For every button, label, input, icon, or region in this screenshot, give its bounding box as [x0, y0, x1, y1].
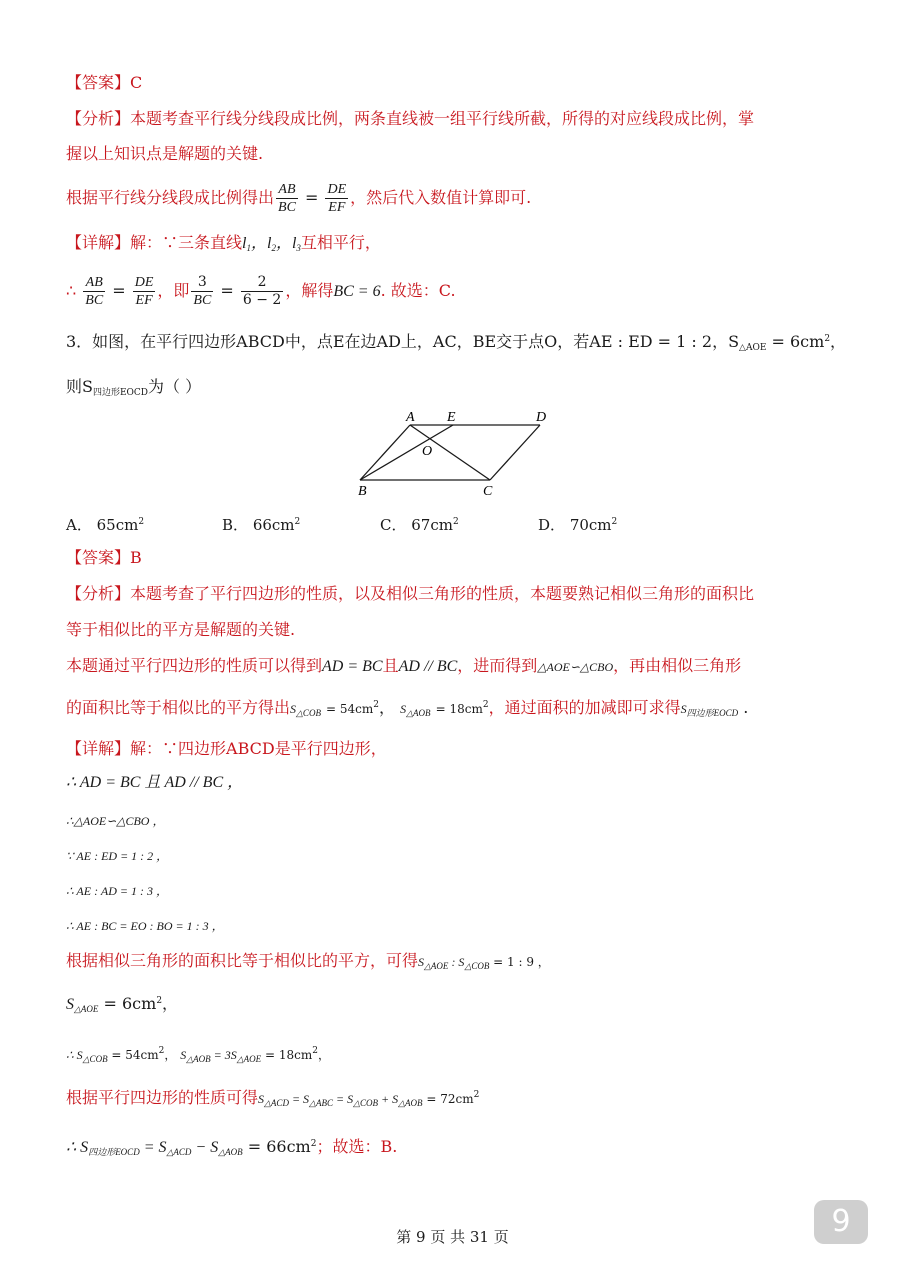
- detail-tag: 【详解】: [66, 233, 131, 252]
- answer-value: C: [130, 73, 143, 92]
- step8-a: ∴ S: [66, 1048, 83, 1062]
- detail-mid: ，即: [157, 281, 190, 300]
- detail-post2: ，解得: [285, 281, 334, 300]
- step9-pre: 根据平行四边形的性质可得: [66, 1088, 259, 1107]
- method-g: ，再由相似三角形: [613, 656, 742, 675]
- q3-step5: ∴ AE : BC = EO : BO = 1 : 3 ，: [66, 919, 224, 933]
- option-value: 65cm: [96, 516, 139, 534]
- stem2-post: 为（ ）: [148, 377, 202, 396]
- stem2-pre: 则S: [66, 377, 93, 396]
- q2-detail-line2: ∴ $\frac{AB}{BC}$ = $\frac{DE}{EF}$ ，即 $\frac{3}{BC}$ = $\frac{2}{6 - 2}$ ，解得BC = 6. 故选：C.: [66, 274, 456, 308]
- segment-be: [360, 425, 453, 480]
- option-letter: B．: [222, 516, 249, 534]
- fraction-de-ef-2: $\frac{DE}{EF}$: [134, 275, 154, 308]
- q3-method-line1: [66, 655, 741, 678]
- answer-tag: 【答案】: [66, 73, 131, 92]
- method-pre: 根据平行线分线段成比例得出: [66, 188, 275, 207]
- page-number-badge: 9: [814, 1200, 868, 1244]
- option-c[interactable]: C． $67cm^2$: [380, 516, 459, 534]
- detail-text: 解：∵四边形ABCD是平行四边形，: [130, 739, 387, 758]
- fraction-3-bc: $\frac{3}{BC}$: [193, 274, 212, 308]
- label-d: D: [536, 410, 547, 425]
- parallelogram-figure: [340, 405, 570, 505]
- option-letter: A．: [66, 516, 92, 534]
- step8-d: = 3S: [210, 1048, 237, 1062]
- method2-c: = 18cm: [435, 702, 483, 716]
- step9-math: = 72cm: [422, 1092, 474, 1106]
- step8-e: = 18cm: [261, 1048, 313, 1062]
- q3-stem-line1: 3．如图，在平行四边形ABCD中，点E在边AD上，AC，BE交于点O，若AE : ED = 1 : 2，$S_{\triangle AOE} = 6cm^2$，: [66, 332, 847, 353]
- step10-math: = 66cm: [242, 1137, 311, 1156]
- stem-tail: = 6cm: [766, 332, 825, 351]
- stem-sub: △AOE: [739, 343, 767, 353]
- analysis-tag: 【分析】: [66, 109, 131, 128]
- method-post: ，然后代入数值计算即可.: [350, 188, 532, 207]
- option-value: 66cm: [252, 516, 295, 534]
- segment-ab: [360, 425, 410, 480]
- method2-d: ，通过面积的加减即可求得: [488, 698, 681, 717]
- q3-step4: ∴ AE : AD = 1 : 3 ，: [66, 884, 168, 898]
- option-letter: D．: [538, 516, 566, 534]
- q3-detail-line1: [66, 738, 387, 760]
- method2-b: = 54cm: [326, 702, 374, 716]
- label-o: O: [422, 444, 433, 459]
- q3-step2: ∴△AOE∽△CBO ，: [66, 814, 165, 828]
- analysis-text: 本题考查了平行四边形的性质，以及相似三角形的性质，本题要熟记相似三角形的面积比: [130, 584, 755, 603]
- option-a[interactable]: A． $65cm^2$: [66, 516, 145, 534]
- q3-analysis-line1: [66, 583, 754, 605]
- stem-text: 3．如图，在平行四边形ABCD中，点E在边AD上，AC，BE交于点O，若AE : ED = 1 : 2，S: [66, 332, 740, 351]
- step6-pre: 根据相似三角形的面积比等于相似比的平方，可得: [66, 951, 419, 970]
- option-letter: C．: [380, 516, 407, 534]
- label-b: B: [358, 484, 367, 499]
- fraction-ab-bc-2: $\frac{AB}{BC}$: [85, 275, 104, 308]
- answer-tag: 【答案】: [66, 548, 131, 567]
- q3-step3: ∵ AE : ED = 1 : 2 ，: [66, 849, 169, 863]
- option-value: 67cm: [411, 516, 453, 534]
- step7-math: = 6cm: [98, 994, 157, 1013]
- analysis-text: 本题考查平行线分线段成比例，两条直线被一组平行线所截，所得的对应线段成比例，掌: [130, 109, 755, 128]
- q3-step7: $S_{\triangle AOE} = 6cm^2$，: [66, 994, 179, 1014]
- step8-c: S: [180, 1048, 187, 1062]
- stem2-sub: 四边形EOCD: [92, 388, 149, 398]
- option-b[interactable]: B． $66cm^2$: [222, 516, 301, 534]
- analysis-tag: 【分析】: [66, 584, 131, 603]
- q3-step1: ∴ AD = BC 且 AD // BC ，: [66, 774, 244, 791]
- method-c: 且: [382, 656, 399, 675]
- fraction-ab-bc: $\frac{AB}{BC}$: [278, 182, 296, 215]
- detail-result: BC = 6: [333, 283, 381, 300]
- label-a: A: [406, 410, 415, 425]
- detail-text: 解：∵三条直线: [130, 233, 243, 252]
- detail-post: 互相平行，: [300, 233, 381, 252]
- method-d: AD // BC: [398, 658, 458, 675]
- q2-method-line: 根据平行线分线段成比例得出 $\frac{AB}{BC}$ = $\frac{DE}{EF}$ ，然后代入数值计算即可.: [66, 182, 532, 215]
- label-e: E: [447, 410, 456, 425]
- q3-analysis-line2: 等于相似比的平方是解题的关键.: [66, 620, 296, 639]
- fraction-2-6-2: $\frac{2}{6 - 2}$: [242, 274, 282, 308]
- method2-a: 的面积比等于相似比的平方得出: [66, 698, 291, 717]
- step6-math: = 1 : 9 ，: [489, 955, 550, 969]
- q3-step10: ∴ $S_{四边形EOCD} = S_{\triangle ACD} - S_{\triangle AOB} = 66cm^2$；故选：B.: [66, 1137, 398, 1157]
- q3-step8: ∴ $S_{\triangle COB} = 54cm^2$， $S_{\triangle AOB} = 3S_{\triangle AOE} = 18cm^2$，: [66, 1046, 330, 1064]
- option-value: 70cm: [569, 516, 612, 534]
- fraction-de-ef: $\frac{DE}{EF}$: [327, 182, 347, 215]
- q3-stem-line2: [66, 376, 201, 404]
- method-b: AD = BC: [322, 658, 383, 675]
- answer-value: B: [130, 548, 142, 567]
- q3-answer-line: [66, 547, 142, 569]
- method-e: ，进而得到: [457, 656, 538, 675]
- q3-method-line2: 的面积比等于相似比的平方得出$S_{\triangle COB} = 54cm^2$， $S_{\triangle AOB} = 18cm^2$，通过面积的加减即可求得$S_{四边形EOCD}$ .: [66, 698, 749, 718]
- q2-detail-line1: 【详解】解：∵三条直线$l_1$，$l_2$，$l_3$互相平行，: [66, 233, 381, 253]
- page-footer: 第 9 页 共 31 页: [396, 1228, 509, 1246]
- detail-tag: 【详解】: [66, 739, 131, 758]
- detail-end: . 故选：C.: [380, 281, 456, 300]
- q2-analysis-line2: 握以上知识点是解题的关键.: [66, 144, 264, 163]
- method-a: 本题通过平行四边形的性质可以得到: [66, 656, 323, 675]
- q3-step9: 根据平行四边形的性质可得$S_{\triangle ACD} = S_{\triangle ABC} = S_{\triangle COB} + S_{\triangle AOB} = 72cm^2$: [66, 1088, 480, 1108]
- q2-analysis-line1: [66, 108, 754, 130]
- label-c: C: [483, 484, 493, 499]
- q2-answer-line: [66, 72, 142, 94]
- q3-step6: 根据相似三角形的面积比等于相似比的平方，可得$S_{\triangle AOE}$ : $S_{\triangle COB} = 1$ : 9 ，: [66, 951, 550, 971]
- segment-dc: [490, 425, 540, 480]
- step8-b: = 54cm: [107, 1048, 159, 1062]
- method-f: △AOE∽△CBO: [537, 660, 614, 674]
- step10-end: ；故选：B.: [316, 1137, 398, 1156]
- option-d[interactable]: D． $70cm^2$: [538, 516, 618, 534]
